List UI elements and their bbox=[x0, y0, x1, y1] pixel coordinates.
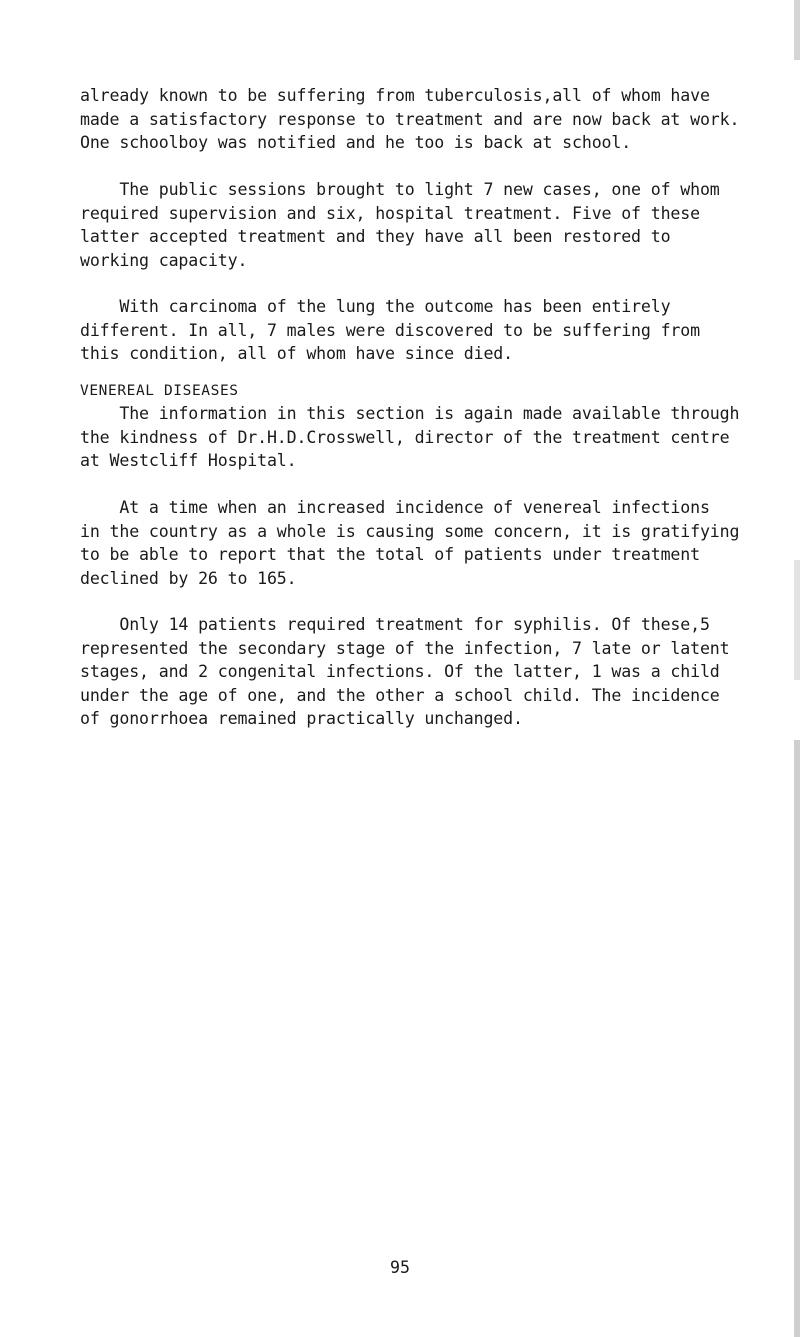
page-number: 95 bbox=[390, 1258, 410, 1277]
paragraph-information-source: The information in this section is again made available through the kindness of Dr.H.D.Crosswell, director of the treatment centre at Westcliff Hospital. bbox=[80, 404, 740, 470]
scan-edge-shadow-bottom bbox=[794, 740, 800, 1337]
paragraph-syphilis: Only 14 patients required treatment for syphilis. Of these,5 represented the secondary stage of the infection, 7 late or latent stages, and 2 congenital infections. Of the latter, 1 was a child under the age of one, and the other a school child. The incidence of gonorrhoea remained practically unchanged. bbox=[80, 615, 730, 728]
paragraph-carcinoma: With carcinoma of the lung the outcome has been entirely different. In all, 7 males were discovered to be suffering from this condition, all of whom have since died. bbox=[80, 297, 700, 363]
paragraph-incidence: At a time when an increased incidence of venereal infections in the country as a whole is causing some concern, it is gratifying to be able to report that the total of patients under treatment declined by 26 to 165. bbox=[80, 498, 740, 588]
scan-edge-shadow-middle bbox=[794, 560, 800, 680]
scan-edge-shadow-top bbox=[794, 0, 800, 60]
paragraph-tuberculosis-continued: already known to be suffering from tuberculosis,all of whom have made a satisfactory response to treatment and are now back at work. One schoolboy was notified and he too is back at school. bbox=[80, 86, 740, 152]
paragraph-public-sessions: The public sessions brought to light 7 new cases, one of whom required supervision and six, hospital treatment. Five of these latter accepted treatment and they have all been restored to working capacity. bbox=[80, 180, 720, 270]
section-heading: VENEREAL DISEASES bbox=[80, 383, 239, 399]
